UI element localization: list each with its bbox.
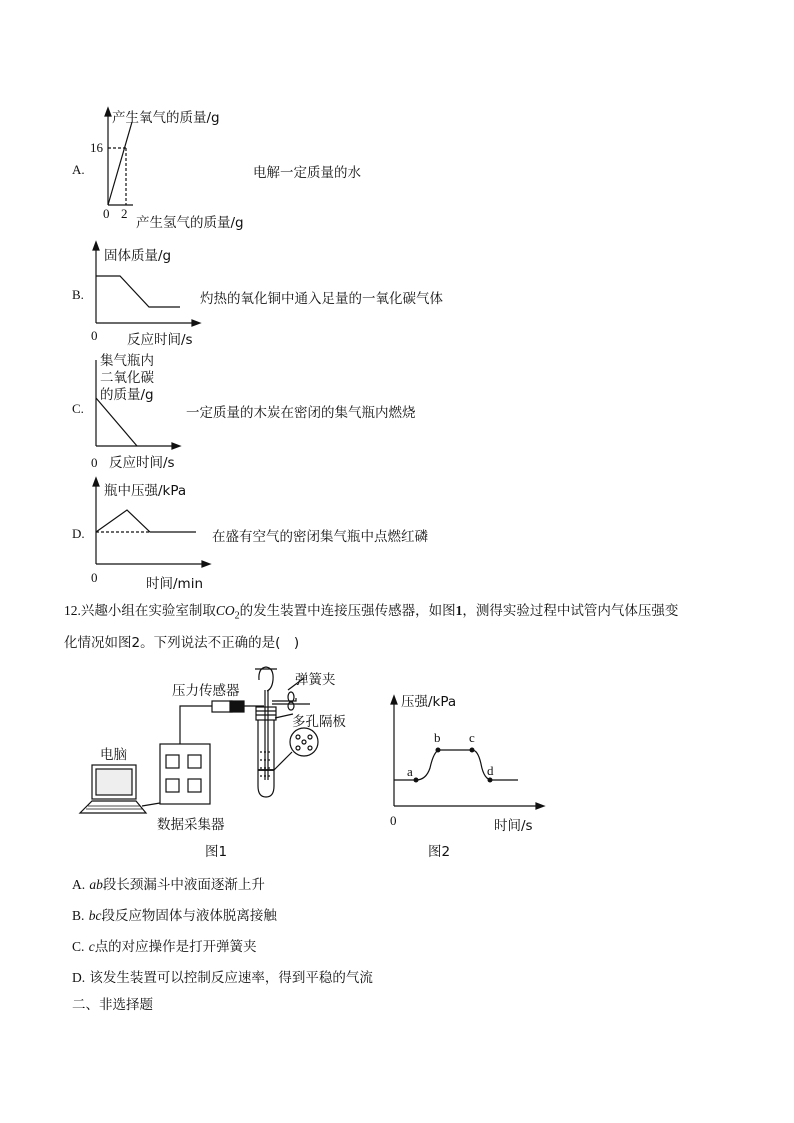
section-heading: 二、非选择题 bbox=[72, 997, 153, 1013]
choice-c-letter: C. bbox=[72, 939, 85, 954]
choice-b-text: 段反应物固体与液体脱离接触 bbox=[101, 908, 277, 924]
question-12-text-b: 的发生装置中连接压强传感器，如图 bbox=[239, 603, 456, 619]
co2-formula: CO bbox=[215, 603, 235, 618]
label-computer: 电脑 bbox=[100, 747, 127, 763]
graph-d-xlabel: 时间/min bbox=[146, 576, 204, 592]
graph-a-xlabel: 产生氢气的质量/g bbox=[136, 215, 244, 231]
choice-b[interactable] bbox=[72, 904, 277, 924]
graph-b-xlabel: 反应时间/s bbox=[127, 332, 193, 348]
figure-2-label-d: d bbox=[487, 763, 494, 778]
graph-c-ylabel-line2: 二氧化碳 bbox=[100, 370, 154, 386]
figure-2-ylabel: 压强/kPa bbox=[401, 694, 457, 710]
option-a-description: 电解一定质量的水 bbox=[253, 165, 361, 181]
question-12-line2: 化情况如图2。下列说法不正确的是( ) bbox=[64, 635, 300, 651]
option-c-description: 一定质量的木炭在密闭的集气瓶内燃烧 bbox=[186, 405, 416, 421]
choice-a-text: 段长颈漏斗中液面逐渐上升 bbox=[102, 877, 265, 893]
choice-b-letter: B. bbox=[72, 908, 85, 923]
graph-a-ylabel: 产生氧气的质量/g bbox=[112, 110, 220, 126]
option-d-description: 在盛有空气的密闭集气瓶中点燃红磷 bbox=[212, 529, 428, 545]
figure-2-label-b: b bbox=[434, 730, 441, 745]
graph-a-origin: 0 bbox=[103, 206, 110, 221]
choice-a-italic: ab bbox=[89, 877, 103, 892]
graph-c-origin: 0 bbox=[91, 455, 98, 470]
co2-subscript: 2 bbox=[234, 610, 240, 622]
choice-d[interactable] bbox=[72, 966, 373, 986]
figure-2-origin: 0 bbox=[390, 813, 397, 828]
question-12-fig-ref: 1 bbox=[455, 603, 463, 618]
graph-d-ylabel: 瓶中压强/kPa bbox=[104, 483, 187, 499]
figure-2-point-b bbox=[436, 748, 441, 753]
choice-a-letter: A. bbox=[72, 877, 86, 892]
graph-d-origin: 0 bbox=[91, 570, 98, 585]
question-12-text-a: 兴趣小组在实验室制取 bbox=[80, 603, 216, 619]
choice-a[interactable] bbox=[72, 873, 265, 893]
label-data-collector: 数据采集器 bbox=[157, 817, 225, 833]
figure-2-label-c: c bbox=[469, 730, 475, 745]
choice-d-letter: D. bbox=[72, 970, 86, 985]
choice-d-text: 该发生装置可以控制反应速率，得到平稳的气流 bbox=[89, 970, 373, 986]
option-b-description: 灼热的氧化铜中通入足量的一氧化碳气体 bbox=[200, 291, 443, 307]
option-d-letter: D. bbox=[72, 526, 85, 541]
figure-2-x-arrow bbox=[536, 803, 544, 809]
figure-2-y-arrow bbox=[391, 696, 397, 704]
label-porous-plate: 多孔隔板 bbox=[292, 714, 346, 730]
label-spring-clip: 弹簧夹 bbox=[295, 672, 336, 688]
figure-2-xlabel: 时间/s bbox=[494, 818, 533, 834]
graph-c-xlabel: 反应时间/s bbox=[109, 455, 175, 471]
figure-2-caption: 图2 bbox=[428, 844, 451, 860]
choice-b-italic: bc bbox=[88, 908, 102, 923]
choice-c-italic: c bbox=[88, 939, 95, 954]
option-a-letter: A. bbox=[72, 162, 85, 177]
figure-1-caption: 图1 bbox=[205, 844, 228, 860]
choice-c-text: 点的对应操作是打开弹簧夹 bbox=[94, 939, 257, 955]
option-c-letter: C. bbox=[72, 401, 84, 416]
graph-c-ylabel-line3: 的质量/g bbox=[100, 387, 154, 403]
choice-c[interactable] bbox=[72, 935, 257, 955]
figure-2-point-a bbox=[414, 778, 419, 783]
graph-c-ylabel-line1: 集气瓶内 bbox=[100, 353, 154, 369]
question-12-number: 12. bbox=[64, 603, 81, 618]
graph-a-ytick: 16 bbox=[90, 140, 103, 155]
option-b-letter: B. bbox=[72, 287, 84, 302]
label-pressure-sensor: 压力传感器 bbox=[172, 683, 240, 699]
figure-2-label-a: a bbox=[407, 764, 413, 779]
graph-b-ylabel: 固体质量/g bbox=[104, 248, 172, 264]
figure-2-point-c bbox=[470, 748, 475, 753]
graph-a-xtick: 2 bbox=[121, 206, 128, 221]
graph-b-origin: 0 bbox=[91, 328, 98, 343]
question-12-text-c: ，测得实验过程中试管内气体压强变 bbox=[462, 603, 679, 619]
